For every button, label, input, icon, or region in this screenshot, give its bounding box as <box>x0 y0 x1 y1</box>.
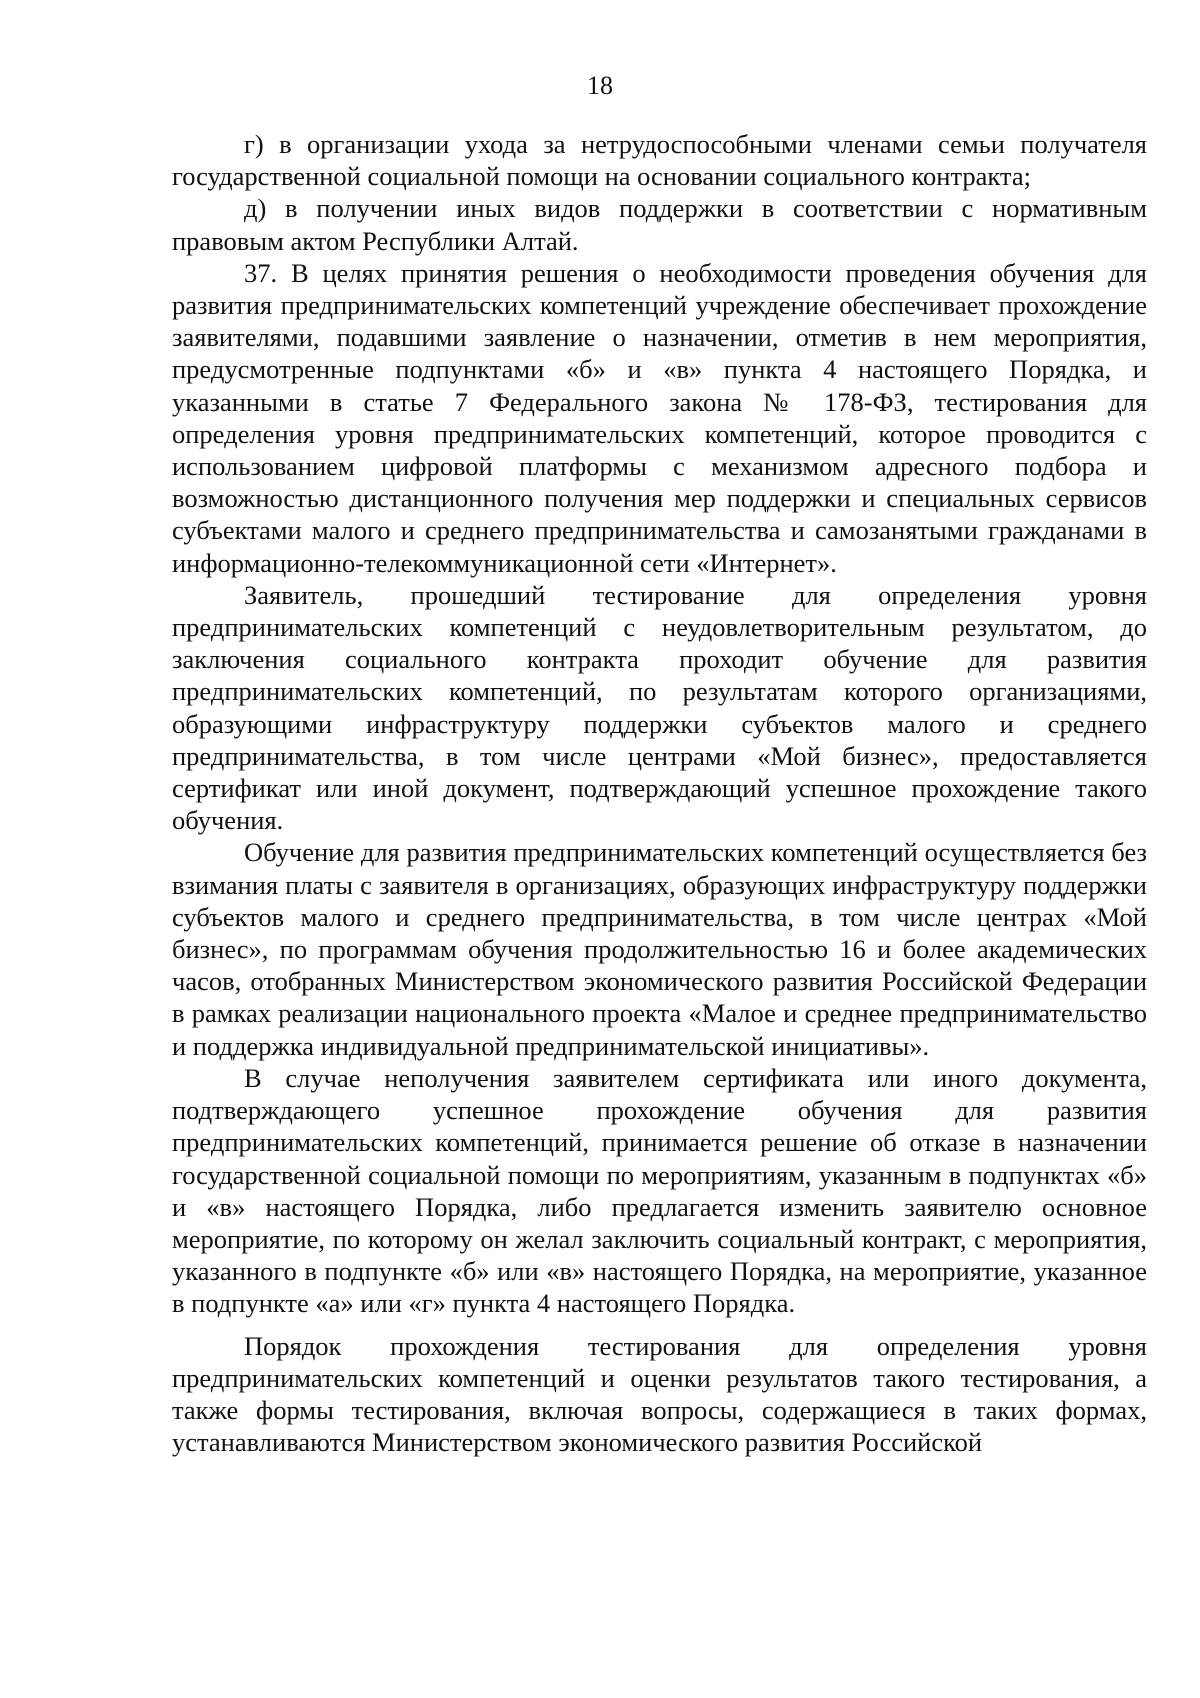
document-body <box>172 128 1147 1458</box>
paragraph-testing-procedure: Порядок прохождения тестирования для определения уровня предпринимательских компетенций и оценки результатов такого тестирования, а также формы тестирования, включая вопросы, содержащиеся в таких формах, устанавливаются Министерством экономического развития Российской <box>172 1330 1147 1458</box>
paragraph-d-other-support: д) в получении иных видов поддержки в соответствии с нормативным правовым актом Республики Алтай. <box>172 193 1147 256</box>
paragraph-37-testing: 37. В целях принятия решения о необходимости проведения обучения для развития предпринимательских компетенций учреждение обеспечивает прохождение заявителями, подавшими заявление о назначении, отметив в нем мероприятия, предусмотренные подпунктами «б» и «в» пункта 4 настоящего Порядка, и указанными в статье 7 Федерального закона № 178-ФЗ, тестирования для определения уровня предпринимательских компетенций, которое проводится с использованием цифровой платформы с механизмом адресного подбора и возможностью дистанционного получения мер поддержки и специальных сервисов субъектами малого и среднего предпринимательства и самозанятыми гражданами в информационно-телекоммуникационной сети «Интернет». <box>172 257 1147 578</box>
paragraph-training-free: Обучение для развития предпринимательских компетенций осуществляется без взимания платы с заявителя в организациях, образующих инфраструктуру поддержки субъектов малого и среднего предпринимательства, в том числе центрах «Мой бизнес», по программам обучения продолжительностью 16 и более академических часов, отобранных Министерством экономического развития Российской Федерации в рамках реализации национального проекта «Малое и среднее предпринимательство и поддержка индивидуальной предпринимательской инициативы». <box>172 837 1147 1061</box>
paragraph-certificate-not-received: В случае неполучения заявителем сертификата или иного документа, подтверждающего успешное прохождение обучения для развития предпринимательских компетенций, принимается решение об отказе в назначении государственной социальной помощи по мероприятиям, указанным в подпунктах «б» и «в» настоящего Порядка, либо предлагается изменить заявителю основное мероприятие, по которому он желал заключить социальный контракт, с мероприятия, указанного в подпункте «б» или «в» настоящего Порядка, на мероприятие, указанное в подпункте «а» или «г» пункта 4 настоящего Порядка. <box>172 1062 1147 1319</box>
paragraph-g-care: г) в организации ухода за нетрудоспособными членами семьи получателя государственной социальной помощи на основании социального контракта; <box>172 129 1147 192</box>
page-number: 18 <box>587 71 613 100</box>
paragraph-applicant-unsatisfactory-result: Заявитель, прошедший тестирование для определения уровня предпринимательских компетенций с неудовлетворительным результатом, до заключения социального контракта проходит обучение для развития предпринимательских компетенций, по результатам которого организациями, образующими инфраструктуру поддержки субъектов малого и среднего предпринимательства, в том числе центрами «Мой бизнес», предоставляется сертификат или иной документ, подтверждающий успешное прохождение такого обучения. <box>172 579 1147 836</box>
